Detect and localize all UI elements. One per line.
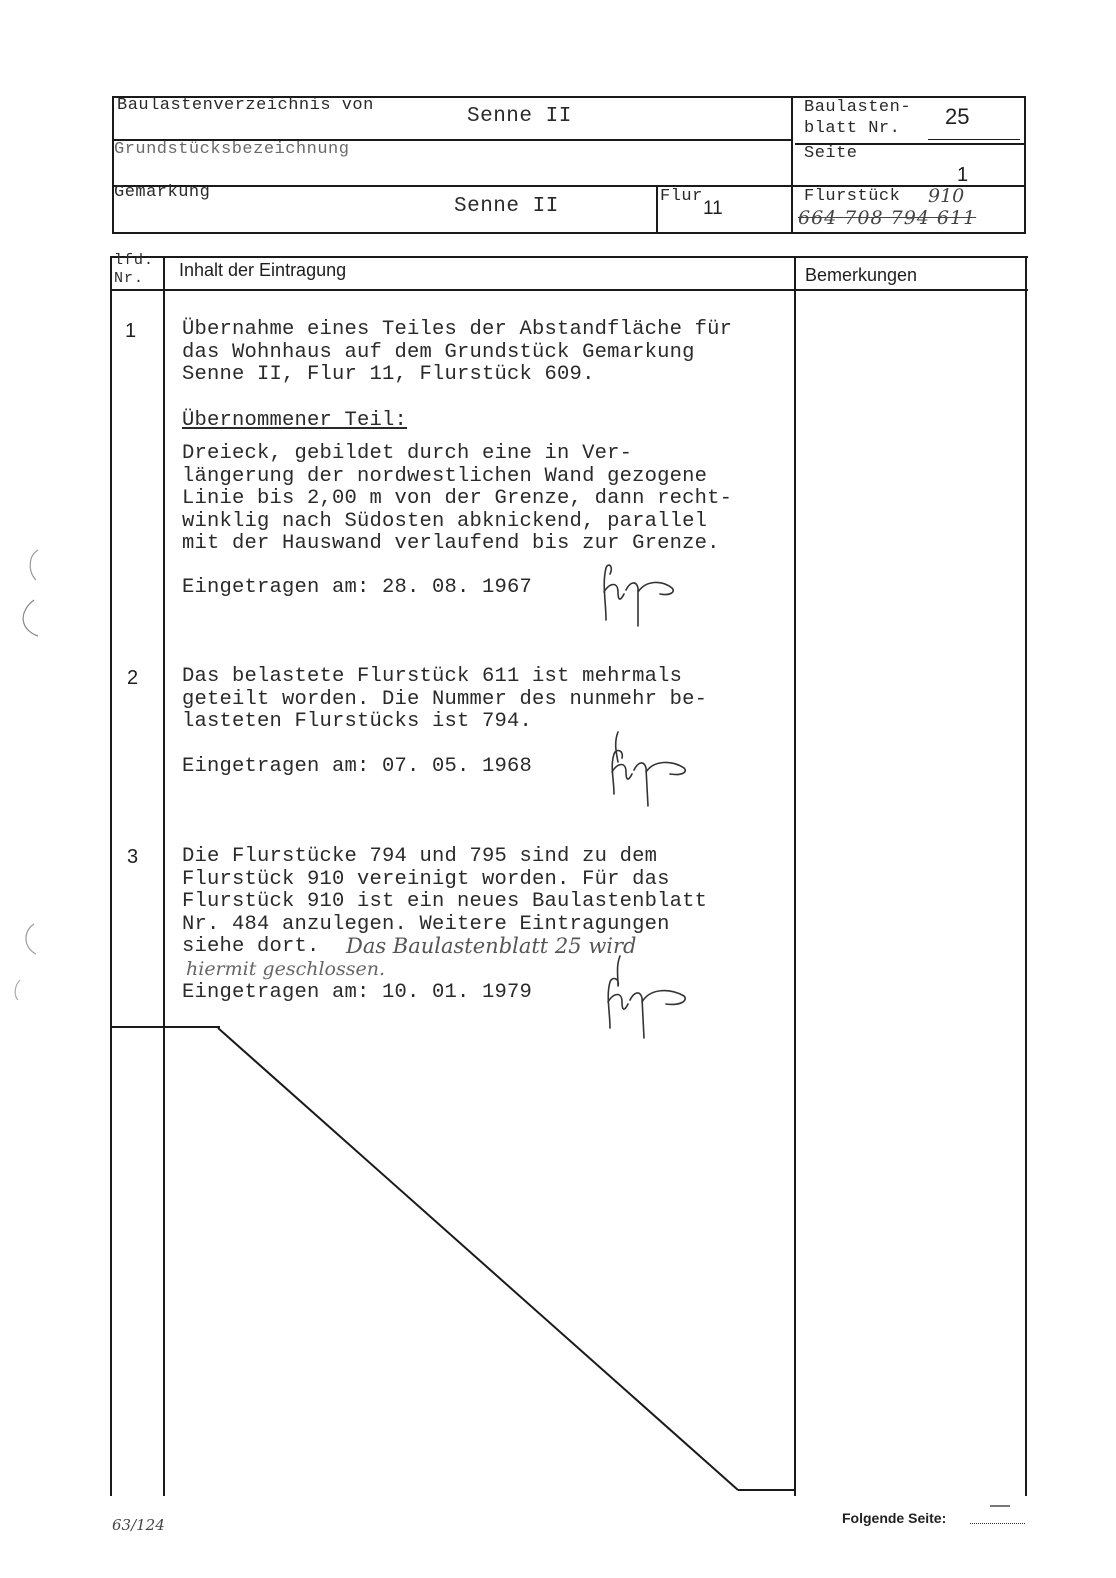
scan-margin-marks [0,0,110,1578]
entry-subheading: Übernommener Teil: [182,409,408,432]
gemarkung-label: Gemarkung [114,183,211,202]
col-nr-header-line1: lfd. [114,252,155,269]
entry-number: 1 [125,320,137,342]
entry-registered-date: Eingetragen am: 07. 05. 1968 [182,755,533,778]
signature-icon [600,952,696,1040]
col-content-header: Inhalt der Eintragung [179,260,347,280]
blatt-label-2: blatt Nr. [804,119,901,138]
entry-paragraph: Übernahme eines Teiles der Abstandfläche für das Wohnhaus auf dem Grundstück Gemarkung Senne II, Flur 11, Flurstück 609. [182,318,733,387]
page-mark [990,1505,1010,1507]
verzeichnis-label: Baulastenverzeichnis von [117,96,374,115]
signature-icon [596,562,686,628]
signature-icon [604,728,700,808]
flur-label: Flur [660,187,703,206]
flurstueck-label: Flurstück [804,187,901,206]
entry-paragraph: Die Flurstücke 794 und 795 sind zu dem Flurstück 910 vereinigt worden. Für das Flurstück 910 ist ein neues Baulastenblatt Nr. 484 anzulegen. Weitere Eintragungen siehe dort. [182,845,708,959]
next-page-label: Folgende Seite: [842,1510,947,1526]
entry-registered-date: Eingetragen am: 28. 08. 1967 [182,576,533,599]
col-remarks-header: Bemerkungen [805,265,918,285]
seite-number: 1 [957,164,969,186]
blatt-label-1: Baulasten- [804,98,912,117]
entry-number: 2 [127,667,139,689]
form-number: 63/124 [112,1516,165,1534]
gemarkung-value: Senne II [454,195,559,218]
entry-number: 3 [127,846,139,868]
seite-label: Seite [804,144,858,163]
handwritten-note-line-1: Das Baulastenblatt 25 wird [346,934,637,958]
entry-registered-date: Eingetragen am: 10. 01. 1979 [182,981,533,1004]
grundstueck-label: Grundstücksbezeichnung [114,140,350,159]
next-page-dotted-line [970,1523,1025,1524]
flurstueck-history: 664 708 794 611 [798,207,977,229]
entry-paragraph: Das belastete Flurstück 611 ist mehrmals geteilt worden. Die Nummer des nunmehr be- lasteten Flurstücks ist 794. [182,665,708,734]
handwritten-note-line-2: hiermit geschlossen. [186,958,385,980]
blatt-number: 25 [945,104,970,129]
verzeichnis-value: Senne II [467,105,572,128]
col-nr-header-line2: Nr. [114,270,145,287]
entry-paragraph: Dreieck, gebildet durch eine in Ver- längerung der nordwestlichen Wand gezogene Linie bis 2,00 m von der Grenze, dann recht- winklig nach Südosten abknickend, parallel mit der Hauswand verlaufend bis zur Grenze. [182,442,733,556]
flur-value: 11 [703,198,723,219]
flurstueck-current: 910 [928,185,965,207]
